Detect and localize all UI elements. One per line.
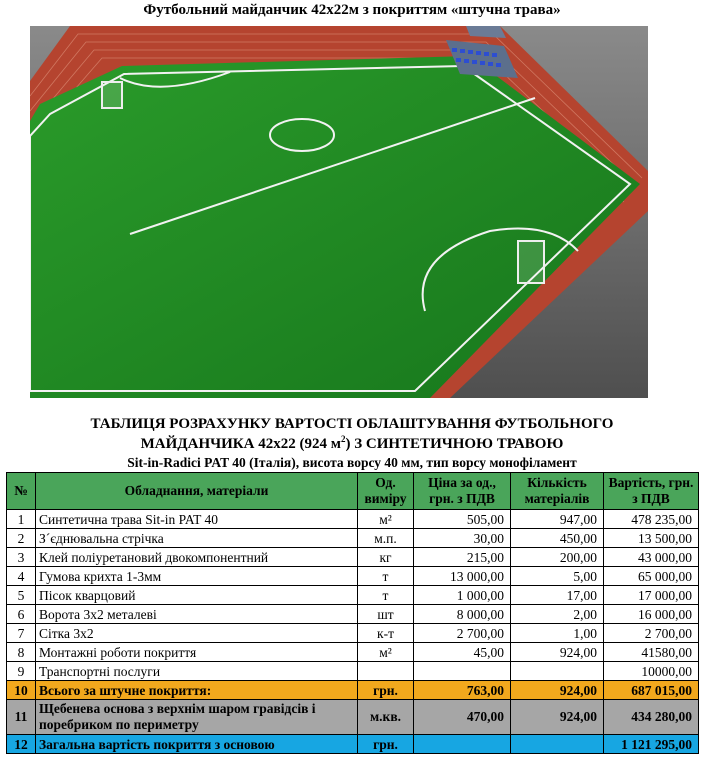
col-name: Обладнання, матеріали	[36, 473, 358, 510]
cell-qty: 924,00	[511, 643, 604, 662]
cell-qty: 924,00	[511, 681, 604, 700]
cell-name: Щебенева основа з верхнім шаром гравідсів і поребриком по периметру	[36, 700, 358, 735]
cell-price: 30,00	[414, 529, 511, 548]
cell-qty	[511, 735, 604, 754]
table-row	[7, 548, 699, 567]
cell-name: Сітка 3х2	[36, 624, 358, 643]
cell-name: Синтетична трава Sit-in PAT 40	[36, 510, 358, 529]
cell-price: 8 000,00	[414, 605, 511, 624]
cell-qty: 200,00	[511, 548, 604, 567]
page-title: Футбольний майданчик 42х22м з покриттям «штучна трава»	[143, 2, 561, 18]
table-title-line2: МАЙДАНЧИКА 42х22 (924 $м^2$) З СИНТЕТИЧНОЮ ТРАВОЮ	[140, 434, 564, 452]
cell-unit: грн.	[358, 681, 414, 700]
cell-num: 2	[7, 529, 36, 548]
cell-qty: 5,00	[511, 567, 604, 586]
cell-name: Ворота 3х2 металеві	[36, 605, 358, 624]
cell-num: 9	[7, 662, 36, 681]
table-row	[7, 662, 699, 681]
cell-unit	[358, 662, 414, 681]
cell-unit: м.п.	[358, 529, 414, 548]
col-qty: Кількість матеріалів	[511, 473, 604, 510]
cell-cost: 1 121 295,00	[604, 735, 699, 754]
cell-cost: 41580,00	[604, 643, 699, 662]
cell-num: 1	[7, 510, 36, 529]
cell-unit: к-т	[358, 624, 414, 643]
col-price: Ціна за од., грн. з ПДВ	[414, 473, 511, 510]
total-row	[7, 735, 699, 754]
table-row	[7, 567, 699, 586]
cell-name: Монтажні роботи покриття	[36, 643, 358, 662]
cell-unit: м.кв.	[358, 700, 414, 735]
cell-price: 1 000,00	[414, 586, 511, 605]
cell-name: З´єднювальна стрічка	[36, 529, 358, 548]
cell-price: 13 000,00	[414, 567, 511, 586]
cell-cost: 17 000,00	[604, 586, 699, 605]
cell-qty: 2,00	[511, 605, 604, 624]
goal-far	[102, 82, 122, 108]
col-cost: Вартість, грн. з ПДВ	[604, 473, 699, 510]
table-row	[7, 624, 699, 643]
cell-cost: 16 000,00	[604, 605, 699, 624]
cell-num: 11	[7, 700, 36, 735]
sum-row	[7, 681, 699, 700]
cell-cost: 434 280,00	[604, 700, 699, 735]
cell-num: 4	[7, 567, 36, 586]
cost-table	[6, 472, 699, 754]
cell-qty: 1,00	[511, 624, 604, 643]
cell-price: 45,00	[414, 643, 511, 662]
cell-unit: шт	[358, 605, 414, 624]
cell-price	[414, 662, 511, 681]
goal-near	[518, 241, 544, 283]
cell-num: 8	[7, 643, 36, 662]
cell-qty: 947,00	[511, 510, 604, 529]
cell-price: 215,00	[414, 548, 511, 567]
cell-unit: м²	[358, 643, 414, 662]
cell-price: 763,00	[414, 681, 511, 700]
cell-num: 12	[7, 735, 36, 754]
cell-unit: грн.	[358, 735, 414, 754]
cell-unit: т	[358, 586, 414, 605]
cell-num: 5	[7, 586, 36, 605]
table-title-line1: ТАБЛИЦЯ РОЗРАХУНКУ ВАРТОСТІ ОБЛАШТУВАННЯ ФУТБОЛЬНОГО	[90, 416, 614, 432]
cell-price: 2 700,00	[414, 624, 511, 643]
cell-name: Клей поліуретановий двокомпонентний	[36, 548, 358, 567]
cell-num: 7	[7, 624, 36, 643]
cell-price: 470,00	[414, 700, 511, 735]
cell-cost: 2 700,00	[604, 624, 699, 643]
cell-name: Загальна вартість покриття з основою	[36, 735, 358, 754]
base-row	[7, 700, 699, 735]
cell-qty	[511, 662, 604, 681]
table-row	[7, 529, 699, 548]
cell-qty: 450,00	[511, 529, 604, 548]
cell-qty: 924,00	[511, 700, 604, 735]
cell-name: Всього за штучне покриття:	[36, 681, 358, 700]
cell-unit: кг	[358, 548, 414, 567]
cell-cost: 43 000,00	[604, 548, 699, 567]
cell-name: Пісок кварцовий	[36, 586, 358, 605]
table-title-line3: Sit-in-Radici PAT 40 (Італія), висота ворсу 40 мм, тип ворсу монофіламент	[127, 455, 577, 470]
cell-qty: 17,00	[511, 586, 604, 605]
table-row	[7, 643, 699, 662]
col-num: №	[7, 473, 36, 510]
table-row	[7, 605, 699, 624]
cell-unit: т	[358, 567, 414, 586]
football-field-render	[30, 26, 648, 398]
cell-cost: 65 000,00	[604, 567, 699, 586]
cell-unit: м²	[358, 510, 414, 529]
cell-num: 10	[7, 681, 36, 700]
cell-num: 3	[7, 548, 36, 567]
cell-name: Транспортні послуги	[36, 662, 358, 681]
cell-num: 6	[7, 605, 36, 624]
table-header-row	[7, 473, 699, 510]
cell-price: 505,00	[414, 510, 511, 529]
cell-cost: 687 015,00	[604, 681, 699, 700]
table-row	[7, 586, 699, 605]
cell-cost: 13 500,00	[604, 529, 699, 548]
cell-cost: 478 235,00	[604, 510, 699, 529]
col-unit: Од. виміру	[358, 473, 414, 510]
table-row	[7, 510, 699, 529]
cell-price	[414, 735, 511, 754]
cell-cost: 10000,00	[604, 662, 699, 681]
cell-name: Гумова крихта 1-3мм	[36, 567, 358, 586]
